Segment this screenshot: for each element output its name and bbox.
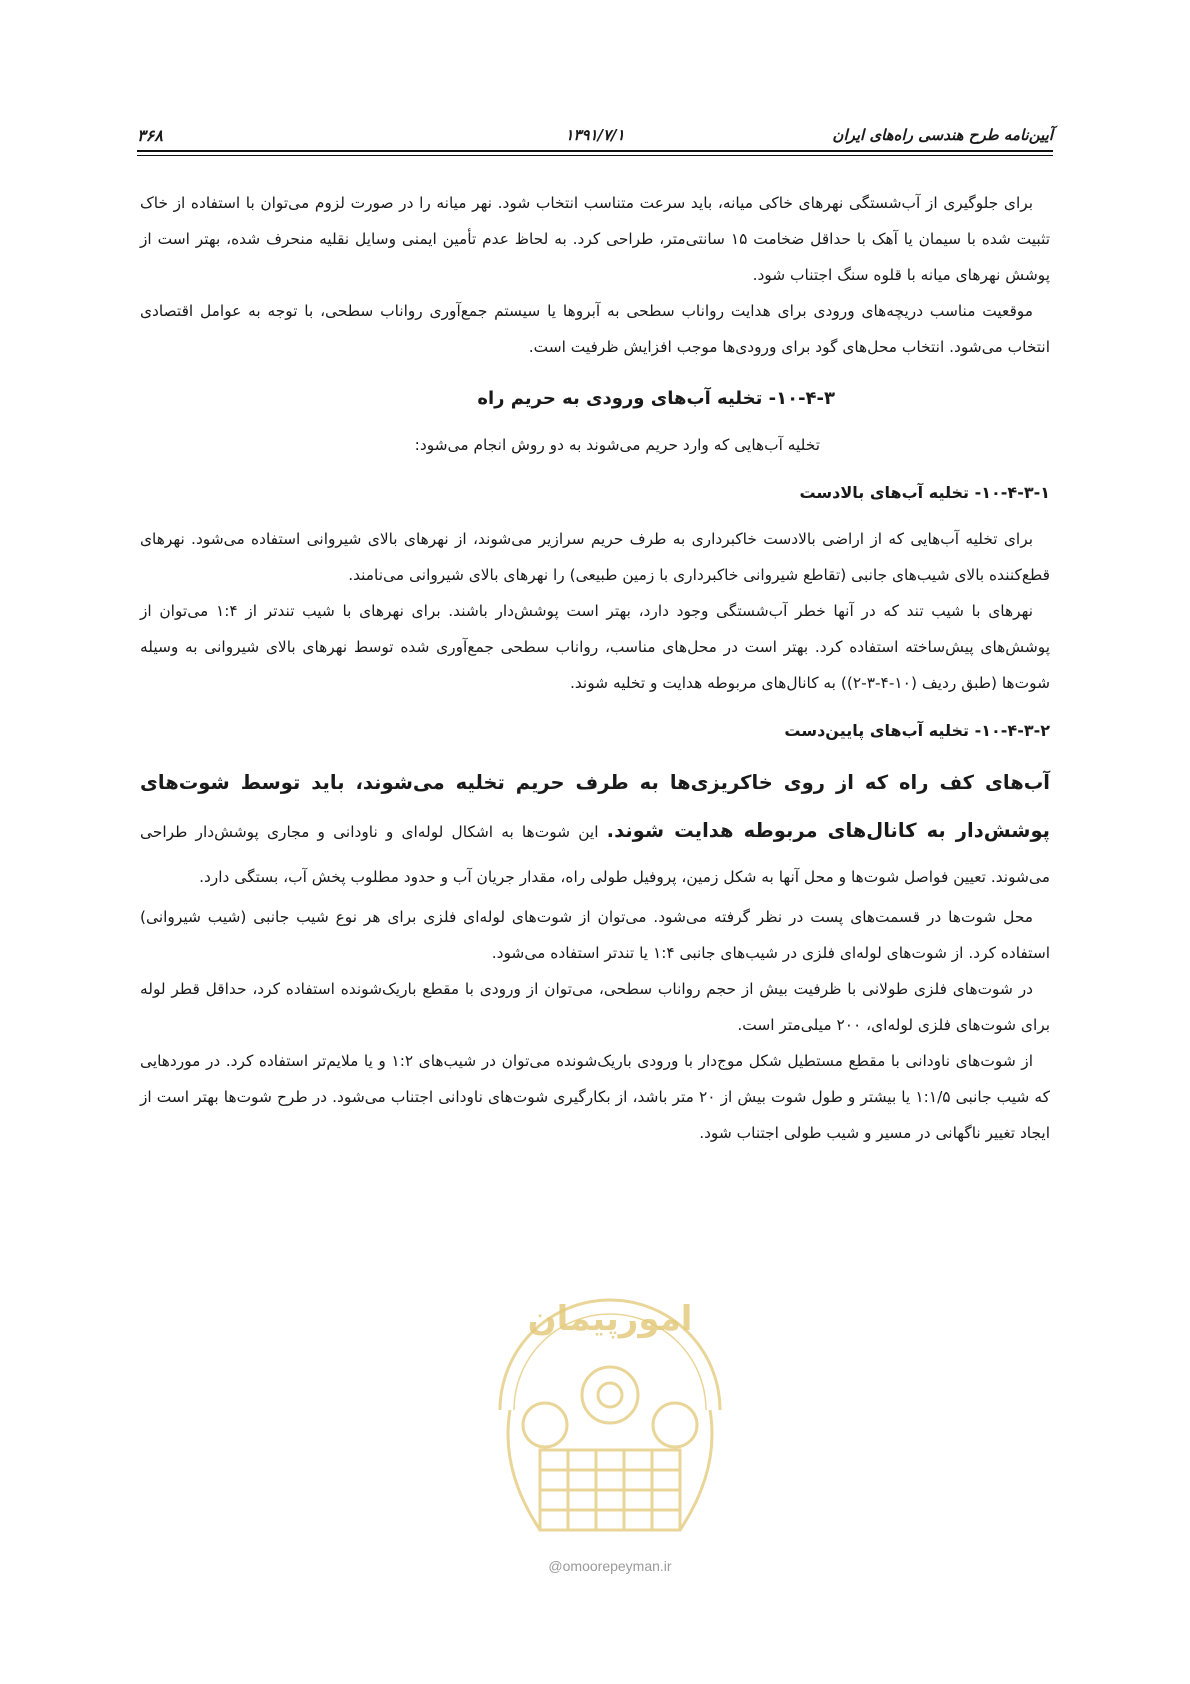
header-date: ۱۳۹۱/۷/۱ [565,126,625,144]
header-rule-thick [137,150,1053,152]
book-title: آیین‌نامه طرح هندسی راه‌های ایران [832,126,1053,144]
section-heading: ۱۰-۴-۳- تخلیه آب‌های ورودی به حریم راه [477,388,835,409]
paragraph: برای جلوگیری از آب‌شستگی نهرهای خاکی میانه، باید سرعت متناسب انتخاب شود. نهر میانه را در صورت لزوم می‌توان با استفاده از خاک تثبیت شده با سیمان یا آهک با حداقل ضخامت ۱۵ سانتی‌متر، طراحی کرد. به لحاظ عدم تأمین ایمنی وسایل نقلیه منحرف شده، بهتر است از پوشش نهرهای میانه با قلوه سنگ اجتناب شود. [140,194,1051,284]
page-body [140,185,1050,1151]
bold-statement: آب‌های کف راه که از روی خاکریزی‌ها به طرف حریم تخلیه می‌شوند، باید توسط شوت‌های پوشش‌دار به کانال‌های مربوطه هدایت شوند. [140,771,1050,842]
watermark [470,1260,750,1600]
watermark-logo-icon [470,1260,750,1550]
paragraph: نهرهای با شیب تند که در آنها خطر آب‌شستگی وجود دارد، بهتر است پوشش‌دار باشند. برای نهرهای با شیب تندتر از ۱:۴ می‌توان از پوشش‌های پیش‌ساخته استفاده کرد. بهتر است در محل‌های مناسب، رواناب سطحی جمع‌آوری شده توسط نهرهای بالای شیروانی به وسیله شوت‌ها (طبق ردیف (۱۰-۴-۳-۲)) به کانال‌های مربوطه هدایت و تخلیه شوند. [140,602,1050,692]
watermark-url: @omoorepeyman.ir [548,1558,672,1574]
subsection-heading: ۱۰-۴-۳-۲- تخلیه آب‌های پایین‌دست [784,721,1050,740]
paragraph: برای تخلیه آب‌هایی که از اراضی بالادست خاکبرداری به طرف حریم سرازیر می‌شوند، از نهرهای بالای شیروانی استفاده می‌شود. نهرهای قطع‌کننده بالای شیب‌های جانبی (تقاطع شیروانی خاکبرداری با زمین طبیعی) را نهرهای بالای شیروانی می‌نامند. [140,530,1050,584]
paragraph: در شوت‌های فلزی طولانی با ظرفیت بیش از حجم رواناب سطحی، می‌توان از ورودی با مقطع باریک‌شونده استفاده کرد، حداقل قطر لوله برای شوت‌های فلزی لوله‌ای، ۲۰۰ میلی‌متر است. [140,980,1050,1034]
header-rule-thin [137,155,1053,156]
watermark-logo-text: امورپیمان [527,1299,693,1339]
lead-paragraph [140,759,1050,899]
lead-rest: این شوت‌ها به اشکال لوله‌ای و ناودانی و مجاری پوشش‌دار طراحی می‌شوند. تعیین فواصل شوت‌ها و محل آنها به شکل زمین، پروفیل طولی راه، مقدار جریان آب و حدود مطلوب پخش آب، بستگی دارد. [140,823,1050,886]
subsection-heading: ۱۰-۴-۳-۱- تخلیه آب‌های بالادست [799,483,1050,502]
paragraph: محل شوت‌ها در قسمت‌های پست در نظر گرفته می‌شود. می‌توان از شوت‌های لوله‌ای فلزی برای هر نوع شیب جانبی (شیب شیروانی) استفاده کرد. از شوت‌های لوله‌ای فلزی در شیب‌های جانبی ۱:۴ یا تندتر استفاده می‌شود. [140,908,1050,962]
paragraph: تخلیه آب‌هایی که وارد حریم می‌شوند به دو روش انجام می‌شود: [414,436,820,454]
paragraph: موقعیت مناسب دریچه‌های ورودی برای هدایت رواناب سطحی به آبروها یا سیستم جمع‌آوری رواناب سطحی، با توجه به عوامل اقتصادی انتخاب می‌شود. انتخاب محل‌های گود برای ورودی‌ها موجب افزایش ظرفیت است. [140,302,1050,356]
paragraph: از شوت‌های ناودانی با مقطع مستطیل شکل موج‌دار با ورودی باریک‌شونده می‌توان در شیب‌های ۱:۲ و یا ملایم‌تر استفاده کرد. در موردهایی که شیب جانبی ۱:۱/۵ یا بیشتر و طول شوت بیش از ۲۰ متر باشد، از بکارگیری شوت‌های ناودانی اجتناب می‌شود. در طرح شوت‌ها بهتر است از ایجاد تغییر ناگهانی در مسیر و شیب طولی اجتناب شود. [140,1052,1050,1142]
page-header [137,118,1053,146]
page-number: ۳۶۸ [137,126,163,145]
